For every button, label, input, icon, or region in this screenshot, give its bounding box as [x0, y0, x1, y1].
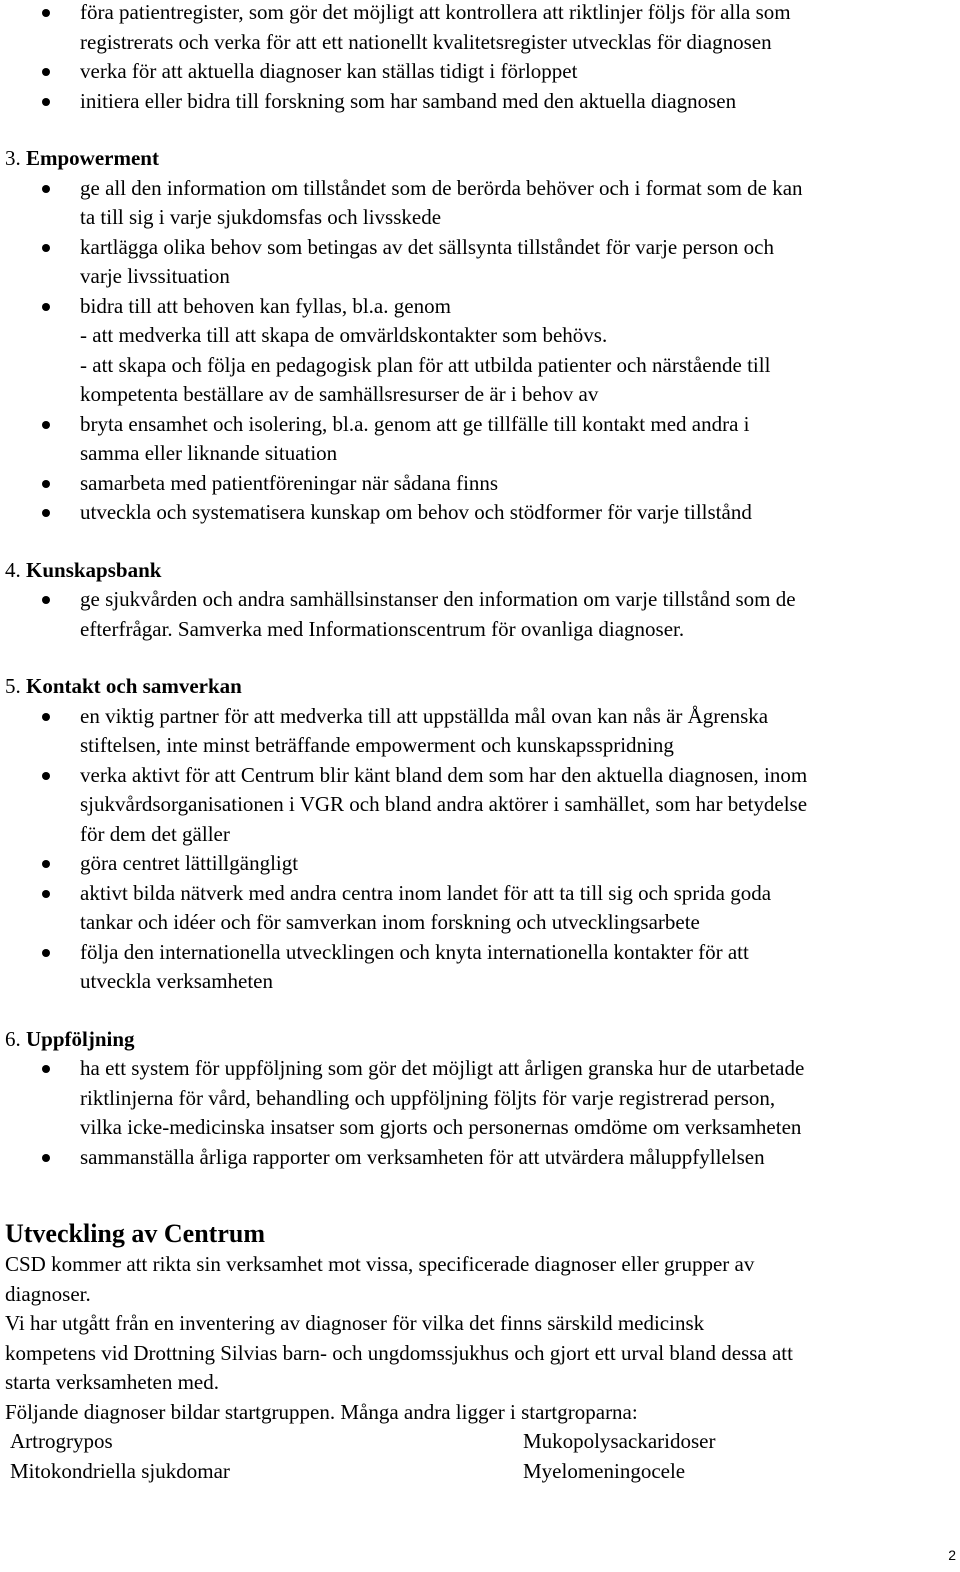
diagnosis-item: Mitokondriella sjukdomar: [10, 1458, 230, 1483]
section-title: Kunskapsbank: [26, 557, 162, 582]
list-item: bryta ensamhet och isolering, bl.a. genom att ge tillfälle till kontakt med andra i samma eller liknande situation: [0, 410, 960, 469]
sub-item: - att skapa och följa en pedagogisk plan för att utbilda patienter och närstående till: [80, 352, 771, 377]
section-heading-uppfoljning: [0, 1025, 960, 1055]
diagnosis-row: [5, 1427, 960, 1457]
list-item: ge sjukvården och andra samhällsinstanser den information om varje tillstånd som de efterfrågar. Samverka med Informationscentrum för ovanliga diagnoser.: [0, 585, 960, 644]
uppfoljning-bullet-list: [0, 1054, 960, 1172]
kunskapsbank-bullet-list: [0, 585, 960, 644]
section-heading-kunskapsbank: [0, 556, 960, 586]
section-heading-kontakt: [0, 672, 960, 702]
diagnosis-item: Artrogrypos: [10, 1429, 113, 1453]
diagnosis-list: [0, 1427, 960, 1486]
list-item: en viktig partner för att medverka till att uppställda mål ovan kan nås är Ågrenska stiftelsen, inte minst beträffande empowerment och kunskapsspridning: [0, 702, 960, 761]
diagnosis-item: Myelomeningocele: [523, 1458, 686, 1483]
list-item: föra patientregister, som gör det möjligt att kontrollera att riktlinjer följs för alla som registrerats och verka för att ett nationellt kvalitetsregister utvecklas för diagnosen: [0, 0, 960, 57]
intro-bullet-list: [0, 0, 960, 116]
kontakt-bullet-list: [0, 702, 960, 997]
section-number: 3.: [5, 146, 21, 170]
list-item: samarbeta med patientföreningar när sådana finns: [0, 469, 960, 499]
section-number: 5.: [5, 674, 21, 698]
section-title: Empowerment: [26, 146, 159, 170]
list-item: verka aktivt för att Centrum blir känt bland dem som har den aktuella diagnosen, inom sjukvårdsorganisationen i VGR och bland andra aktörer i samhället, som har betydelse för dem det gäller: [0, 761, 960, 850]
list-item: utveckla och systematisera kunskap om behov och stödformer för varje tillstånd: [0, 498, 960, 528]
section-number: 4.: [5, 557, 21, 582]
list-item: verka för att aktuella diagnoser kan ställas tidigt i förloppet: [0, 57, 960, 87]
list-item: göra centret lättillgängligt: [0, 849, 960, 879]
list-item: initiera eller bidra till forskning som har samband med den aktuella diagnosen: [0, 87, 960, 117]
empowerment-bullet-list: [0, 174, 960, 528]
list-item: ge all den information om tillståndet som de berörda behöver och i format som de kan ta till sig i varje sjukdomsfas och livsskede: [0, 174, 960, 233]
section-title: Kontakt och samverkan: [26, 674, 242, 698]
list-item: kartlägga olika behov som betingas av det sällsynta tillståndet för varje person och varje livssituation: [0, 233, 960, 292]
section-heading-empowerment: [0, 144, 960, 174]
paragraph: CSD kommer att rikta sin verksamhet mot vissa, specificerade diagnoser eller grupper av diagnoser.: [5, 1252, 755, 1306]
list-item: sammanställa årliga rapporter om verksamheten för att utvärdera måluppfyllelsen: [0, 1143, 960, 1173]
section-title: Uppföljning: [26, 1026, 135, 1051]
paragraph: Vi har utgått från en inventering av diagnoser för vilka det finns särskild medicinsk kompetens vid Drottning Silvias barn- och ungdomssjukhus och gjort ett urval bland dessa att starta verksamheten med.: [5, 1311, 793, 1394]
list-item: aktivt bilda nätverk med andra centra inom landet för att ta till sig och sprida goda tankar och idéer och för samverkan inom forskning och utvecklingsarbete: [0, 879, 960, 938]
diagnosis-item: Mukopolysackaridoser: [523, 1429, 716, 1453]
page-section-title: Utveckling av Centrum: [5, 1219, 265, 1248]
list-item: bidra till att behoven kan fyllas, bl.a. genom - att medverka till att skapa de omvärldskontakter som behövs. - att skapa och följa en pedagogisk plan för att utbilda patienter och närstående till kompetenta beställare av de samhällsresurser de är i behov av: [0, 292, 960, 410]
page-number: 2: [948, 1546, 956, 1563]
paragraph: Följande diagnoser bildar startgruppen. Många andra ligger i startgroparna:: [5, 1399, 638, 1424]
list-item: följa den internationella utvecklingen och knyta internationella kontakter för att utveckla verksamheten: [0, 938, 960, 997]
diagnosis-row: [5, 1457, 960, 1487]
sub-item: - att medverka till att skapa de omvärldskontakter som behövs.: [80, 323, 608, 347]
section-number: 6.: [5, 1026, 21, 1051]
list-item: ha ett system för uppföljning som gör det möjligt att årligen granska hur de utarbetade riktlinjerna för vård, behandling och uppföljning följts för varje registrerad person, vilka icke-medicinska insatser som gjorts och personernas omdöme om verksamheten: [0, 1054, 960, 1143]
